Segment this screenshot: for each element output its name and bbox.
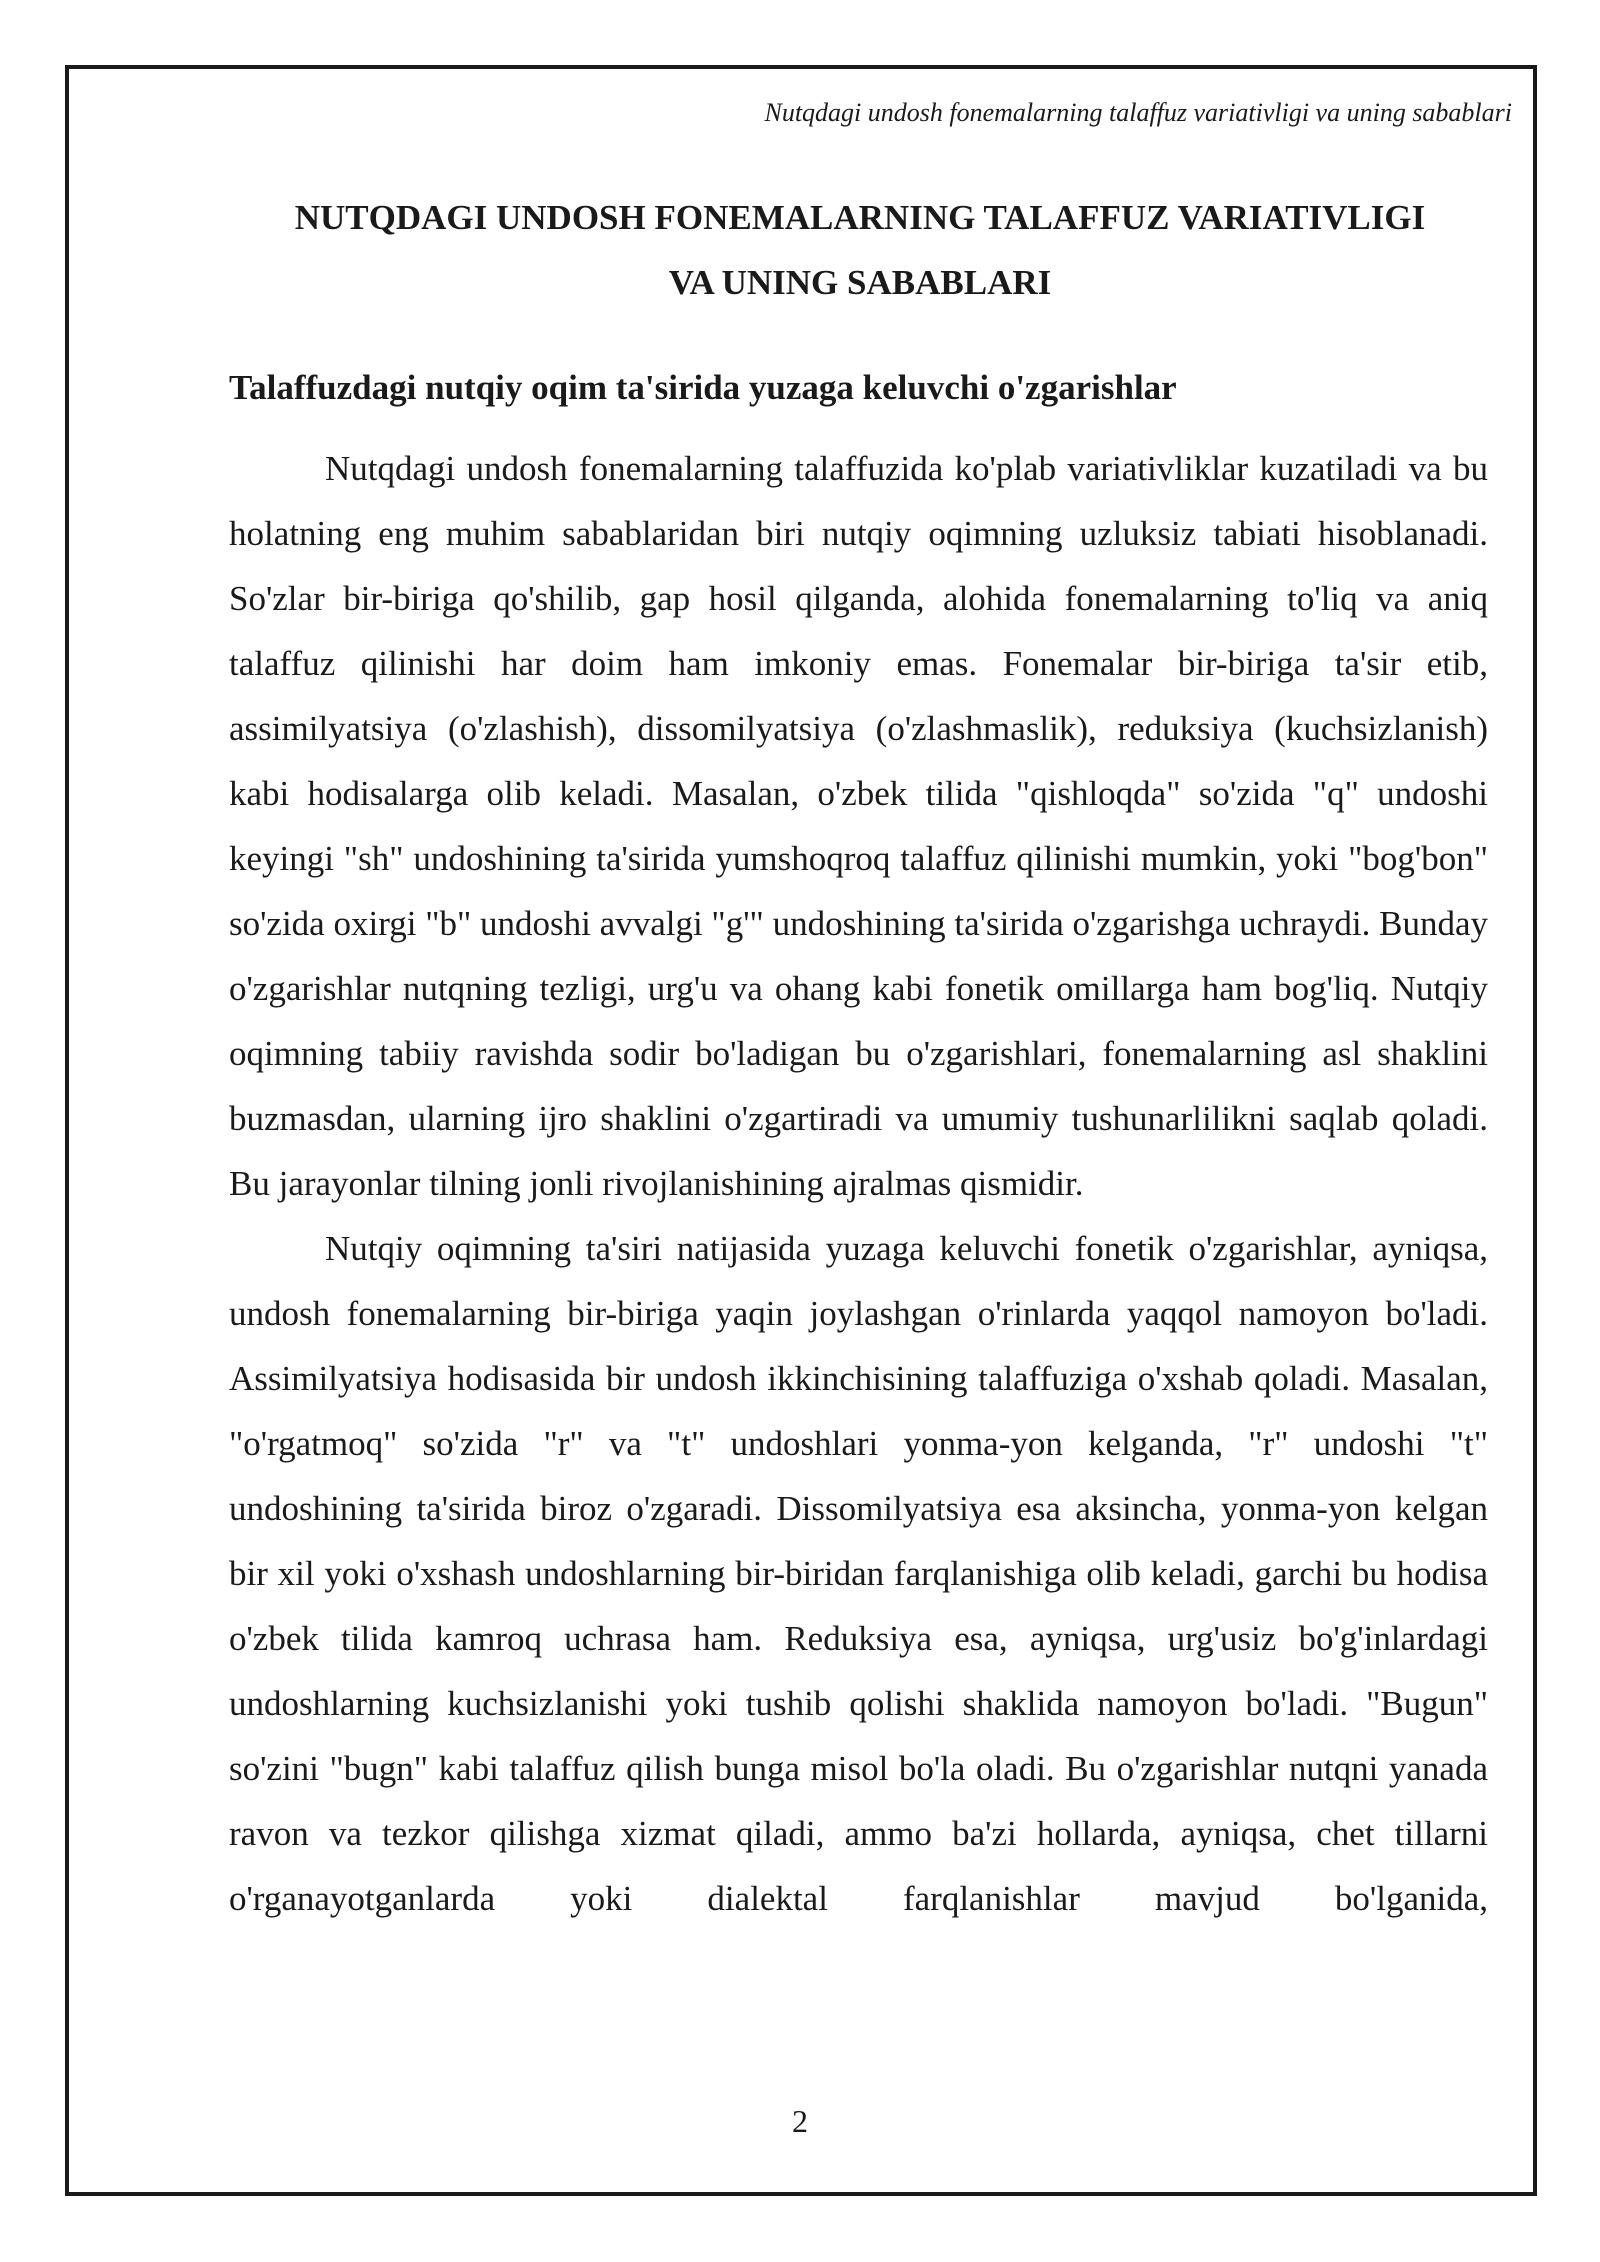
- title-line-2: VA UNING SABABLARI: [668, 263, 1052, 302]
- paragraph-2: Nutqiy oqimning ta'siri natijasida yuzaga keluvchi fonetik o'zgarishlar, ayniqsa, undosh fonemalarning bir-biriga yaqin joylashgan o'rinlarda yaqqol namoyon bo'ladi. Assimilyatsiya hodisasida bir undosh ikkinchisining talaffuziga o'xshab qoladi. Masalan, "o'rgatmoq" so'zida "r" va "t" undoshlari yonma-yon kelganda, "r" undoshi "t" undoshining ta'sirida biroz o'zgaradi. Dissomilyatsiya esa aksincha, yonma-yon kelgan bir xil yoki o'xshash undoshlarning bir-biridan farqlanishiga olib keladi, garchi bu hodisa o'zbek tilida kamroq uchrasa ham. Reduksiya esa, ayniqsa, urg'usiz bo'g'inlardagi undoshlarning kuchsizlanishi yoki tushib qolishi shaklida namoyon bo'ladi. "Bugun" so'zini "bugn" kabi talaffuz qilish bunga misol bo'la oladi. Bu o'zgarishlar nutqni yanada ravon va tezkor qilishga xizmat qiladi, ammo ba'zi hollarda, ayniqsa, chet tillarni o'rganayotganlarda yoki dialektal farqlanishlar mavjud bo'lganida,: [229, 1229, 1488, 1918]
- body-text: [229, 436, 1488, 1931]
- running-header: Nutqdagi undosh fonemalarning talaffuz variativligi va uning sabablari: [764, 98, 1512, 127]
- document-title: [200, 185, 1520, 315]
- title-line-1: NUTQDAGI UNDOSH FONEMALARNING TALAFFUZ VARIATIVLIGI: [294, 198, 1426, 237]
- paragraph-1: Nutqdagi undosh fonemalarning talaffuzida ko'plab variativliklar kuzatiladi va bu holatning eng muhim sabablaridan biri nutqiy oqimning uzluksiz tabiati hisoblanadi. So'zlar bir-biriga qo'shilib, gap hosil qilganda, alohida fonemalarning to'liq va aniq talaffuz qilinishi har doim ham imkoniy emas. Fonemalar bir-biriga ta'sir etib, assimilyatsiya (o'zlashish), dissomilyatsiya (o'zlashmaslik), reduksiya (kuchsizlanish) kabi hodisalarga olib keladi. Masalan, o'zbek tilida "qishloqda" so'zida "q" undoshi keyingi "sh" undoshining ta'sirida yumshoqroq talaffuz qilinishi mumkin, yoki "bog'bon" so'zida oxirgi "b" undoshi avvalgi "g'" undoshining ta'sirida o'zgarishga uchraydi. Bunday o'zgarishlar nutqning tezligi, urg'u va ohang kabi fonetik omillarga ham bog'liq. Nutqiy oqimning tabiiy ravishda sodir bo'ladigan bu o'zgarishlari, fonemalarning asl shaklini buzmasdan, ularning ijro shaklini o'zgartiradi va umumiy tushunarlilikni saqlab qoladi. Bu jarayonlar tilning jonli rivojlanishining ajralmas qismidir.: [229, 449, 1488, 1203]
- page-number: 2: [792, 2103, 808, 2139]
- section-heading: Talaffuzdagi nutqiy oqim ta'sirida yuzaga keluvchi o'zgarishlar: [229, 368, 1177, 407]
